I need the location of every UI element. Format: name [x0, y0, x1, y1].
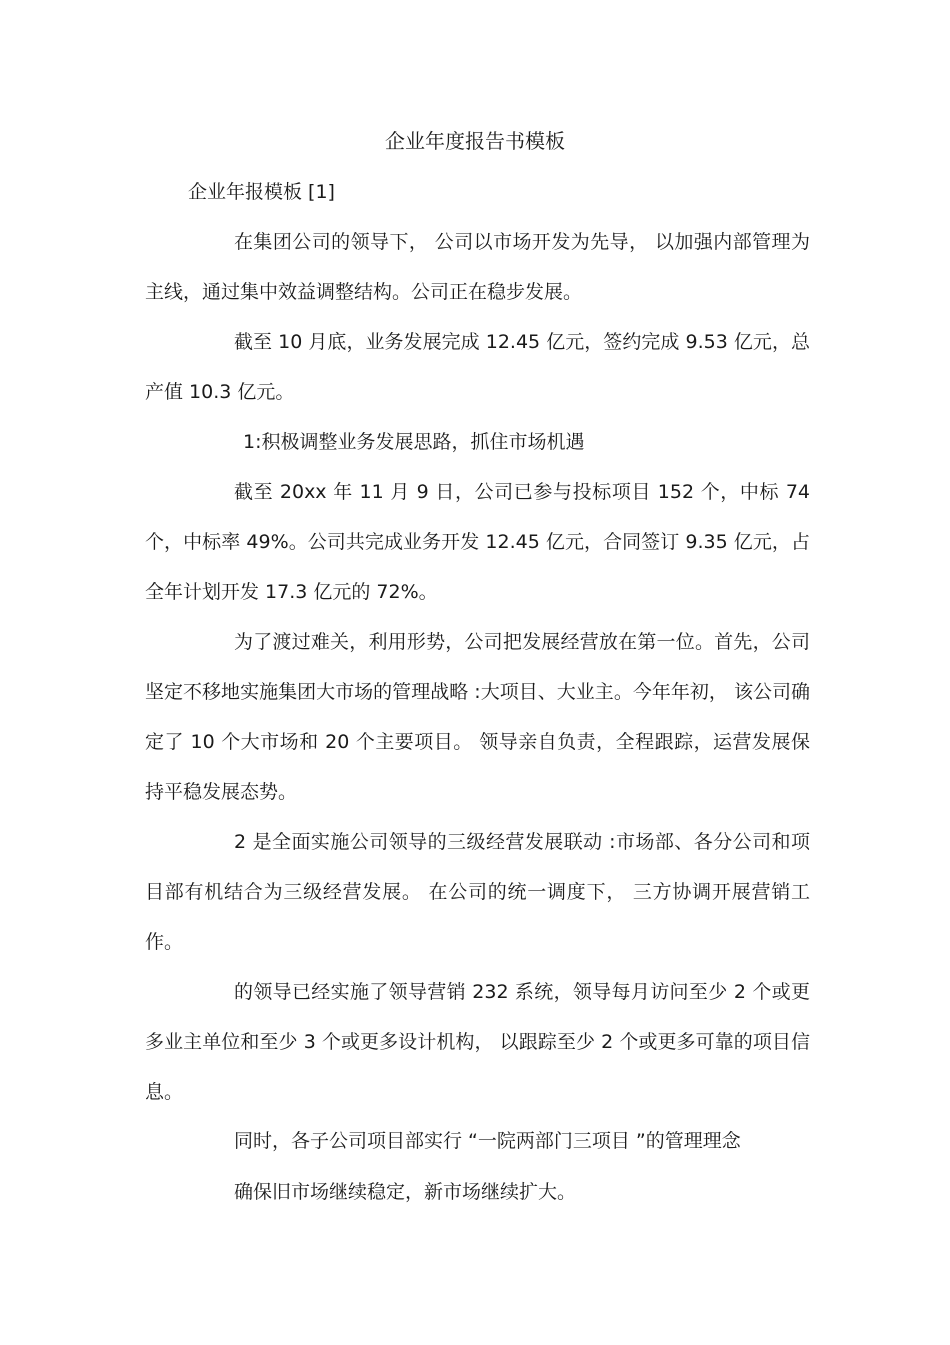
closing-line-1: 同时，各子公司项目部实行 “一院两部门三项目 ”的管理理念 — [234, 1130, 741, 1152]
section-heading-1: 1:积极调整业务发展思路，抓住市场机遇 — [243, 431, 585, 453]
paragraph-1: 在集团公司的领导下， 公司以市场开发为先导， 以加强内部管理为主线，通过集中效益调整结构。公司正在稳步发展。 — [145, 231, 810, 303]
paragraph-3: 截至 20xx 年 11 月 9 日，公司已参与投标项目 152 个，中标 74 个，中标率 49%。公司共完成业务开发 12.45 亿元，合同签订 9.35 亿元，占全年计划开发 17.3 亿元的 72%。 — [145, 481, 810, 603]
paragraph-6: 的领导已经实施了领导营销 232 系统，领导每月访问至少 2 个或更多业主单位和至少 3 个或更多设计机构， 以跟踪至少 2 个或更多可靠的项目信息。 — [145, 981, 810, 1103]
closing-line-2: 确保旧市场继续稳定，新市场继续扩大。 — [234, 1181, 577, 1203]
paragraph-2: 截至 10 月底，业务发展完成 12.45 亿元，签约完成 9.53 亿元，总产值 10.3 亿元。 — [145, 331, 810, 403]
document-title: 企业年度报告书模板 — [385, 129, 565, 153]
paragraph-4: 为了渡过难关，利用形势，公司把发展经营放在第一位。首先，公司坚定不移地实施集团大市场的管理战略 :大项目、大业主。今年年初， 该公司确定了 10 个大市场和 20 个主要项目。 领导亲自负责，全程跟踪，运营发展保持平稳发展态势。 — [145, 631, 810, 803]
paragraph-5: 2 是全面实施公司领导的三级经营发展联动 :市场部、各分公司和项目部有机结合为三级经营发展。 在公司的统一调度下， 三方协调开展营销工作。 — [145, 831, 810, 953]
document-subtitle: 企业年报模板 [1] — [188, 181, 335, 203]
